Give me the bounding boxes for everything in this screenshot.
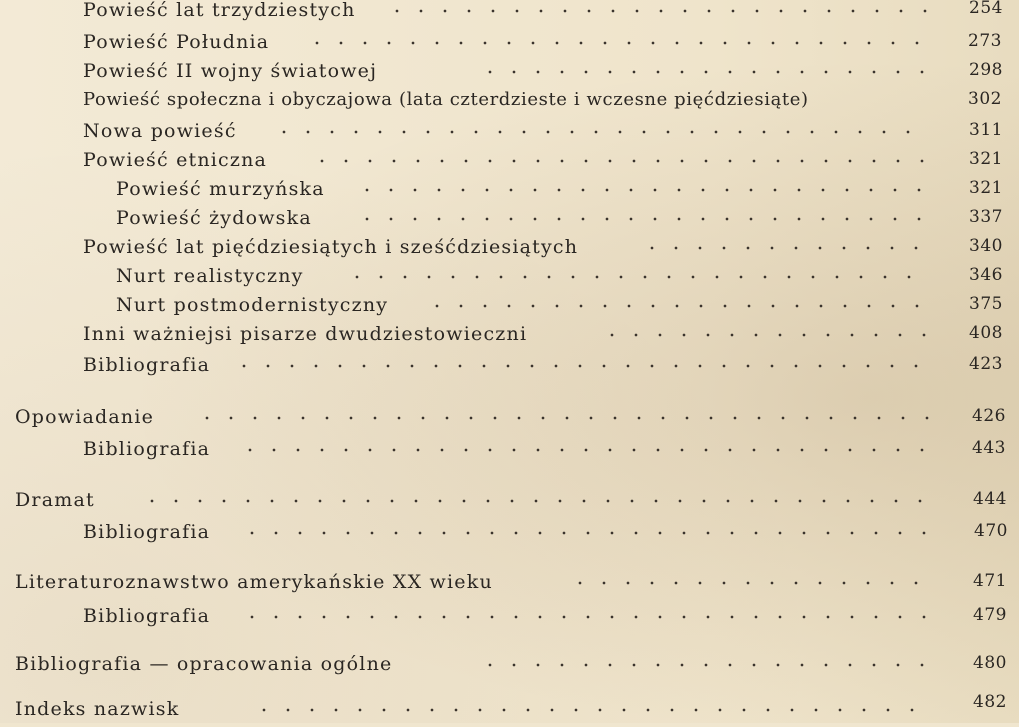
toc-entry-title: Bibliografia	[83, 438, 211, 460]
toc-entry-page: 479	[973, 605, 1007, 625]
toc-entry	[0, 264, 1019, 294]
toc-entry-title: Powieść lat trzydziestych	[83, 0, 356, 21]
toc-entry-page: 346	[969, 265, 1003, 285]
toc-entry-page: 302	[968, 89, 1002, 109]
toc-entry-page: 423	[969, 354, 1003, 374]
dot-leader	[272, 129, 930, 135]
toc-entry-page: 471	[973, 571, 1007, 591]
toc-entry-title: Nurt postmodernistyczny	[116, 294, 389, 316]
toc-entry	[0, 604, 1019, 634]
toc-entry-title: Powieść społeczna i obyczajowa (lata czterdzieste i wczesne pięćdziesiąte)	[83, 89, 809, 110]
toc-entry-title: Nurt realistyczny	[116, 265, 304, 287]
toc-entry-title: Powieść etniczna	[83, 149, 268, 171]
dot-leader	[600, 332, 930, 338]
toc-entry	[0, 88, 1019, 118]
dot-leader	[238, 447, 930, 453]
dot-leader	[345, 274, 930, 280]
toc-entry-title: Inni ważniejsi pisarze dwudziestowieczni	[83, 323, 528, 345]
toc-entry-title: Indeks nazwisk	[15, 698, 180, 720]
toc-entry-title: Bibliografia	[83, 605, 211, 627]
toc-entry	[0, 177, 1019, 207]
dot-leader	[640, 245, 930, 251]
toc-entry	[0, 235, 1019, 265]
toc-entry-page: 375	[969, 294, 1003, 314]
toc-entry-page: 311	[969, 120, 1003, 140]
dot-leader	[240, 614, 930, 620]
toc-entry	[0, 119, 1019, 149]
toc-entry-page: 443	[972, 438, 1006, 458]
toc-entry	[0, 520, 1019, 550]
toc-entry-page: 470	[974, 521, 1008, 541]
dot-leader	[425, 303, 930, 309]
dot-leader	[568, 580, 930, 586]
dot-leader	[478, 69, 930, 75]
toc-entry-page: 337	[969, 207, 1003, 227]
toc-entry-title: Powieść lat pięćdziesiątych i sześćdziesiątych	[83, 236, 579, 258]
toc-entry-page: 482	[973, 692, 1007, 712]
toc-entry-title: Powieść Południa	[83, 31, 270, 53]
toc-entry	[0, 437, 1019, 467]
toc-entry-title: Bibliografia	[83, 354, 211, 376]
toc-entry-title: Nowa powieść	[83, 120, 237, 142]
toc-entry	[0, 0, 1019, 28]
dot-leader	[140, 498, 930, 504]
toc-entry-page: 273	[968, 31, 1002, 51]
toc-entry-title: Powieść II wojny światowej	[83, 60, 378, 82]
toc-entry-page: 254	[969, 0, 1003, 18]
dot-leader	[240, 530, 930, 536]
toc-entry-title: Dramat	[15, 489, 95, 511]
toc-entry-page: 321	[969, 149, 1003, 169]
dot-leader	[478, 662, 930, 668]
toc-entry-page: 298	[969, 60, 1003, 80]
toc-entry	[0, 30, 1019, 60]
toc-entry	[0, 293, 1019, 323]
dot-leader	[355, 187, 930, 193]
toc-entry-title: Powieść żydowska	[116, 207, 312, 229]
toc-entry-page: 444	[973, 489, 1007, 509]
toc-entry	[0, 148, 1019, 178]
toc-entry-page: 340	[969, 236, 1003, 256]
toc-entry	[0, 206, 1019, 236]
dot-leader	[305, 40, 930, 46]
toc-entry	[0, 652, 1019, 682]
toc-entry	[0, 353, 1019, 383]
toc-entry-title: Literaturoznawstwo amerykańskie XX wieku	[15, 571, 493, 593]
toc-entry	[0, 405, 1019, 435]
toc-entry	[0, 59, 1019, 89]
dot-leader	[355, 216, 930, 222]
toc-entry	[0, 488, 1019, 518]
dot-leader	[232, 363, 930, 369]
toc-entry-title: Bibliografia — opracowania ogólne	[15, 653, 393, 675]
dot-leader	[252, 707, 930, 713]
dot-leader	[310, 158, 930, 164]
toc-entry-title: Opowiadanie	[15, 406, 155, 428]
toc-entry-page: 408	[969, 323, 1003, 343]
toc-entry-title: Bibliografia	[83, 521, 211, 543]
dot-leader	[195, 415, 930, 421]
toc-entry-page: 480	[973, 653, 1007, 673]
toc-entry-page: 321	[969, 178, 1003, 198]
toc-entry	[0, 570, 1019, 600]
toc-entry-page: 426	[972, 406, 1006, 426]
toc-entry-title: Powieść murzyńska	[116, 178, 325, 200]
dot-leader	[385, 8, 930, 14]
toc-entry	[0, 322, 1019, 352]
